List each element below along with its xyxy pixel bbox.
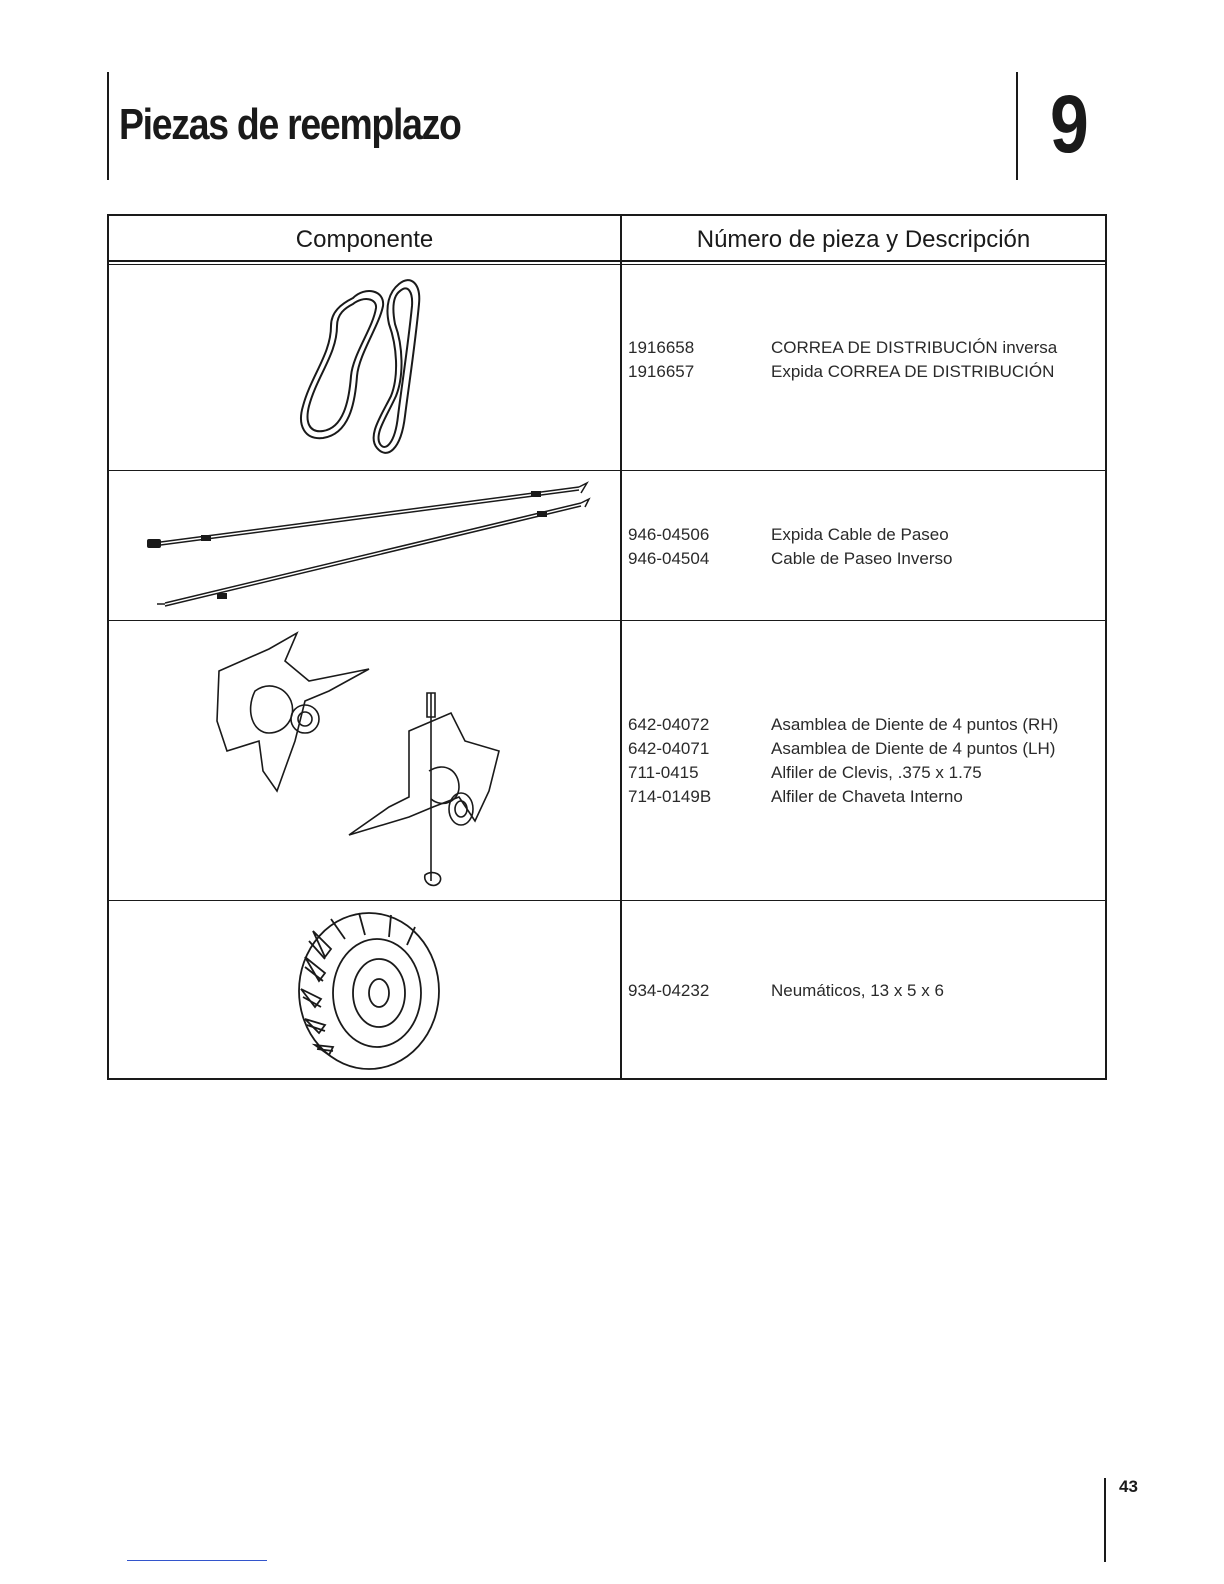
part-number: 711-0415 xyxy=(628,763,699,782)
table-row xyxy=(109,471,1105,620)
belts-icon xyxy=(109,266,620,470)
part-description: Asamblea de Diente de 4 puntos (RH) xyxy=(771,715,1059,734)
part-description: Alfiler de Chaveta Interno xyxy=(771,787,963,806)
chapter-rule xyxy=(1016,72,1018,180)
table-row xyxy=(109,901,1105,1078)
part-number: 946-04506 xyxy=(628,525,710,544)
header-divider-second xyxy=(109,264,1105,265)
part-description: Expida CORREA DE DISTRIBUCIÓN xyxy=(771,362,1055,381)
cables-icon xyxy=(109,471,620,620)
title-left-rule xyxy=(107,72,109,180)
tine-assembly-icon xyxy=(109,621,620,900)
header-divider xyxy=(109,260,1105,262)
part-number: 642-04071 xyxy=(628,739,710,758)
part-description: Cable de Paseo Inverso xyxy=(771,549,953,568)
part-description: CORREA DE DISTRIBUCIÓN inversa xyxy=(771,338,1058,357)
part-description: Alfiler de Clevis, .375 x 1.75 xyxy=(771,763,982,782)
part-number: 714-0149B xyxy=(628,787,712,806)
page-number-rule xyxy=(1104,1478,1106,1562)
header-part-description: Número de pieza y Descripción xyxy=(696,226,1031,253)
tire-icon xyxy=(109,901,620,1078)
part-number: 1916658 xyxy=(628,338,695,357)
part-description: Neumáticos, 13 x 5 x 6 xyxy=(771,981,944,1000)
part-number: 934-04232 xyxy=(628,981,710,1000)
page-number: 43 xyxy=(1119,1477,1138,1496)
page-title: Piezas de reemplazo xyxy=(119,100,461,149)
part-number: 1916657 xyxy=(628,362,695,381)
header-component: Componente xyxy=(295,226,434,253)
footer-link-underline xyxy=(127,1560,267,1561)
part-description: Asamblea de Diente de 4 puntos (LH) xyxy=(771,739,1056,758)
table-row xyxy=(109,621,1105,900)
chapter-number: 9 xyxy=(1050,79,1089,170)
part-number: 946-04504 xyxy=(628,549,710,568)
part-number: 642-04072 xyxy=(628,715,710,734)
part-description: Expida Cable de Paseo xyxy=(771,525,949,544)
parts-table xyxy=(107,214,1107,1080)
table-row xyxy=(109,266,1105,470)
